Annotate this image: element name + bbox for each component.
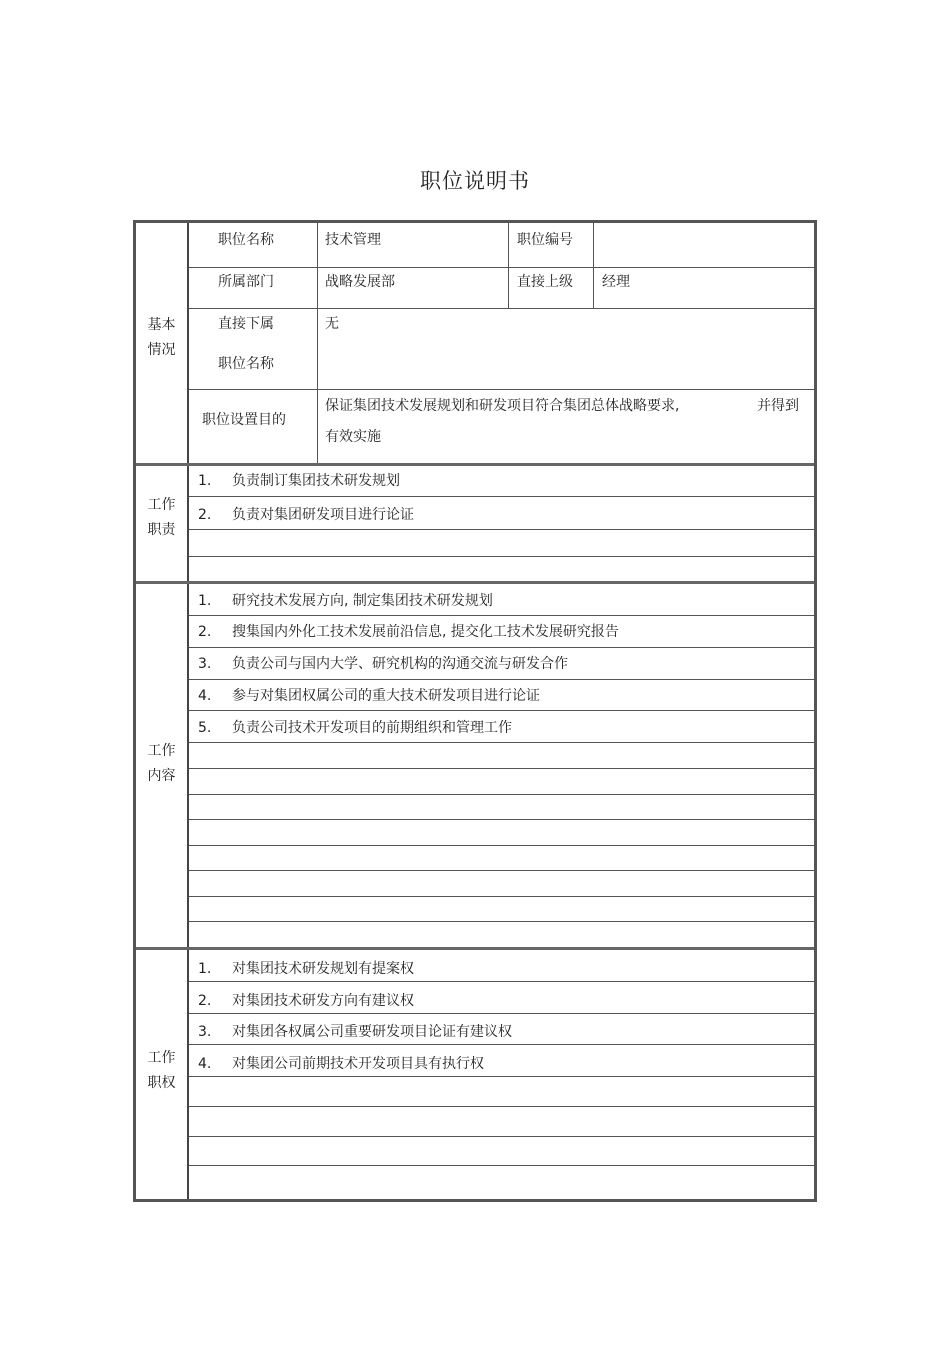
content-item: 1. 研究技术发展方向, 制定集团技术研发规划: [198, 593, 493, 609]
authority-label-line2: 职权: [147, 1075, 176, 1091]
subordinate-value: 无: [325, 316, 339, 332]
purpose-label: 职位设置目的: [202, 412, 286, 428]
subordinate-label-2: 职位名称: [218, 356, 274, 372]
department-label: 所属部门: [218, 274, 274, 290]
authority-item: 1. 对集团技术研发规划有提案权: [198, 961, 414, 977]
authority-item: 4. 对集团公司前期技术开发项目具有执行权: [198, 1056, 484, 1072]
page-title: 职位说明书: [420, 169, 530, 193]
basic-label-line2: 情况: [147, 342, 176, 358]
position-no-label: 职位编号: [517, 232, 573, 248]
position-name-value: 技术管理: [325, 232, 381, 248]
duty-item: 2. 负责对集团研发项目进行论证: [198, 507, 414, 523]
basic-label-line1: 基本: [147, 317, 176, 333]
content-section-label: [136, 739, 187, 789]
purpose-line-2: 有效实施: [325, 429, 381, 445]
purpose-line-1: 保证集团技术发展规划和研发项目符合集团总体战略要求,: [325, 398, 680, 414]
content-item: 2. 搜集国内外化工技术发展前沿信息, 提交化工技术发展研究报告: [198, 624, 619, 640]
duties-label-line1: 工作: [147, 497, 176, 513]
content-item: 4. 参与对集团权属公司的重大技术研发项目进行论证: [198, 688, 540, 704]
content-label-line1: 工作: [147, 743, 176, 759]
content-label-line2: 内容: [147, 768, 176, 784]
duties-section-label: [136, 493, 187, 543]
purpose-line-1-end: 并得到: [757, 398, 799, 414]
duties-label-line2: 职责: [147, 522, 176, 538]
supervisor-label: 直接上级: [517, 274, 573, 290]
job-description-table: [133, 220, 817, 1202]
subordinate-label-1: 直接下属: [218, 316, 274, 332]
department-value: 战略发展部: [325, 274, 395, 290]
duty-item: 1. 负责制订集团技术研发规划: [198, 473, 400, 489]
authority-item: 3. 对集团各权属公司重要研发项目论证有建议权: [198, 1024, 512, 1040]
supervisor-value: 经理: [602, 274, 630, 290]
content-item: 3. 负责公司与国内大学、研究机构的沟通交流与研发合作: [198, 656, 568, 672]
authority-label-line1: 工作: [147, 1050, 176, 1066]
authority-item: 2. 对集团技术研发方向有建议权: [198, 993, 414, 1009]
authority-section-label: [136, 1046, 187, 1096]
position-name-label: 职位名称: [218, 232, 274, 248]
content-item: 5. 负责公司技术开发项目的前期组织和管理工作: [198, 720, 512, 736]
